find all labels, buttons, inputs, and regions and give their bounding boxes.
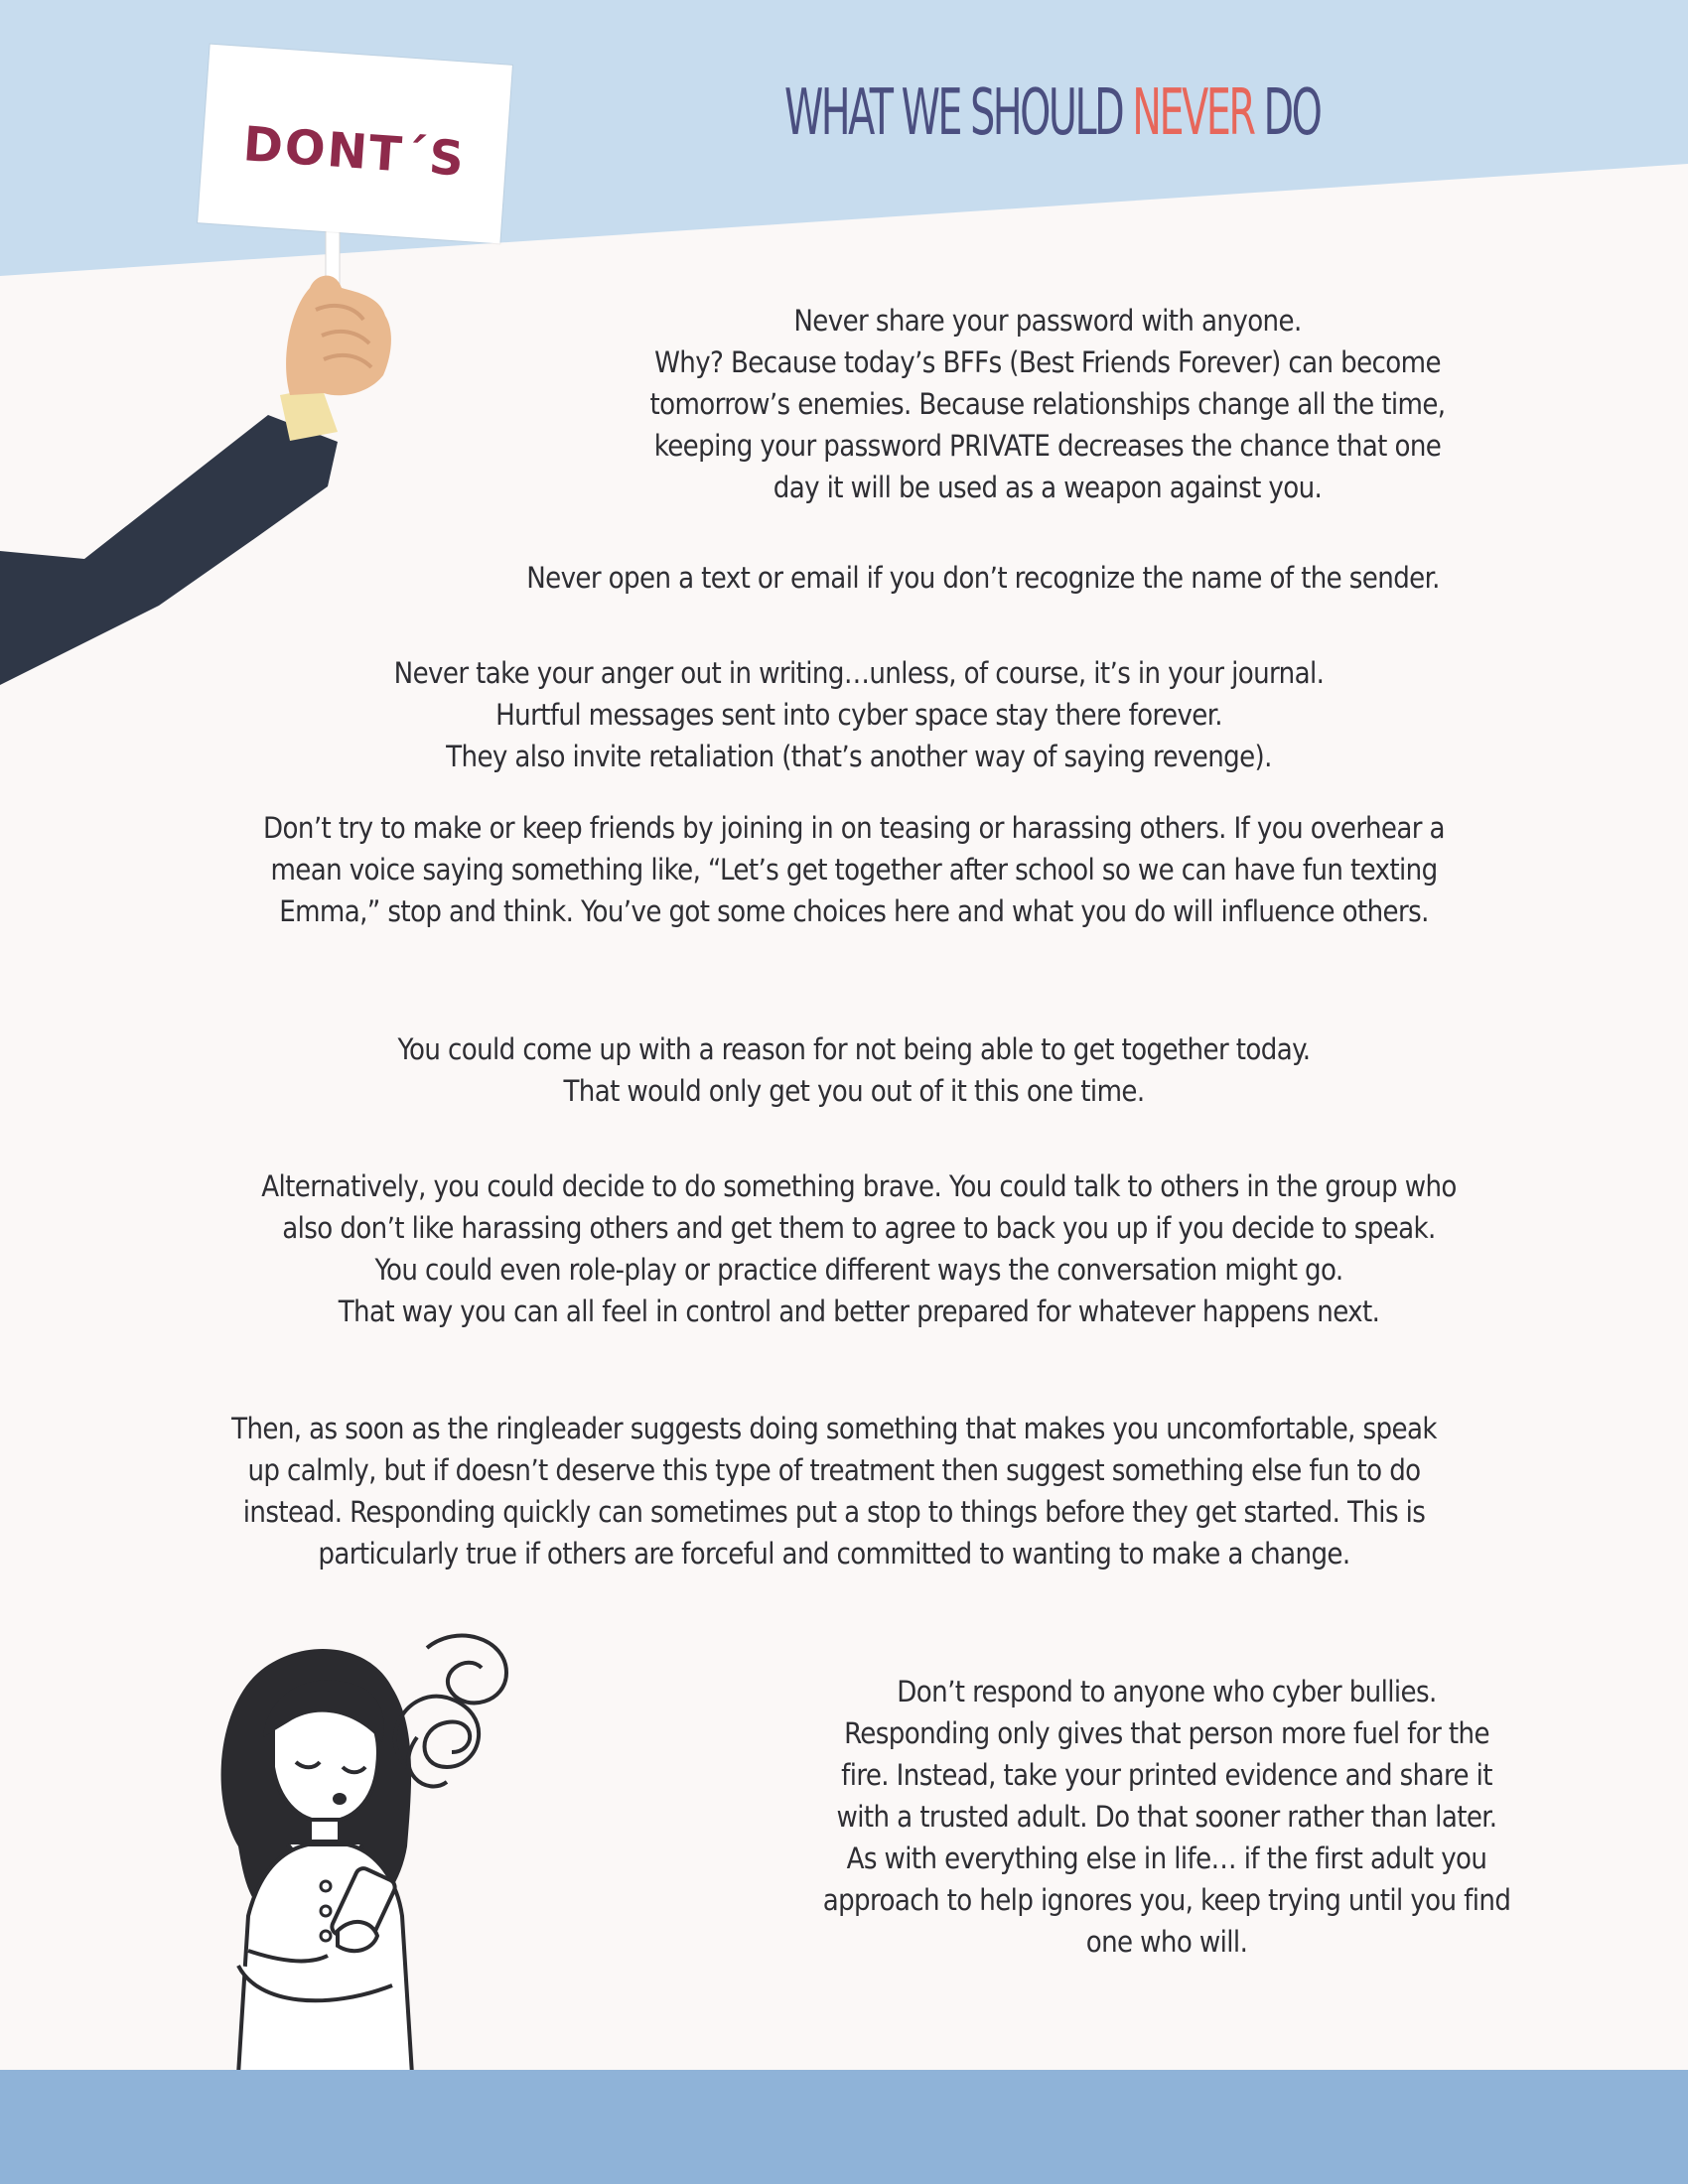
text-line: with a trusted adult. Do that sooner rather than later.	[836, 1800, 1497, 1834]
text-line: particularly true if others are forceful and committed to wanting to make a change.	[318, 1537, 1350, 1570]
text-line: one who will.	[1085, 1925, 1248, 1959]
text-line: Never open a text or email if you don’t recognize the name of the sender.	[526, 561, 1440, 595]
anger-paragraph	[248, 652, 1470, 777]
worried-girl-illustration	[179, 1618, 576, 2075]
text-line: Don’t try to make or keep friends by joining in on teasing or harassing others. If you overhear a	[263, 811, 1445, 845]
brave-paragraph	[129, 1165, 1589, 1332]
text-line: tomorrow’s enemies. Because relationships change all the time,	[649, 387, 1446, 421]
respond-paragraph	[760, 1671, 1574, 1963]
text-line: That way you can all feel in control and better prepared for whatever happens next.	[338, 1295, 1380, 1328]
text-line: keeping your password PRIVATE decreases the chance that one	[653, 429, 1442, 463]
page-title	[784, 76, 1321, 150]
text-line: You could even role-play or practice different ways the conversation might go.	[374, 1253, 1343, 1287]
text-line: Then, as soon as the ringleader suggests doing something that makes you uncomfortable, speak	[231, 1412, 1437, 1445]
text-line: Alternatively, you could decide to do something brave. You could talk to others in the group who	[261, 1169, 1457, 1203]
email-paragraph	[417, 557, 1549, 599]
text-line: Responding only gives that person more fuel for the	[844, 1716, 1489, 1750]
text-line: instead. Responding quickly can sometimes put a stop to things before they get started. This is	[242, 1495, 1426, 1529]
text-line: Emma,” stop and think. You’ve got some choices here and what you do will influence others.	[279, 894, 1429, 928]
password-paragraph	[556, 300, 1539, 508]
reason-paragraph	[278, 1028, 1430, 1112]
ringleader-paragraph	[99, 1408, 1569, 1574]
text-line: That would only get you out of it this one time.	[563, 1074, 1145, 1108]
sign-text: DONT´S	[241, 116, 468, 188]
friends-paragraph	[114, 807, 1594, 932]
text-line: They also invite retaliation (that’s another way of saying revenge).	[446, 740, 1272, 773]
title-part-3: DO	[1263, 76, 1321, 150]
title-part-1: WHAT WE SHOULD	[784, 76, 1123, 150]
arm-illustration	[0, 228, 417, 705]
footer-band	[0, 2070, 1688, 2184]
text-line: day it will be used as a weapon against you.	[773, 471, 1323, 504]
text-line: approach to help ignores you, keep trying until you find	[822, 1883, 1511, 1917]
donts-sign	[198, 45, 512, 244]
text-line: Why? Because today’s BFFs (Best Friends Forever) can become	[654, 345, 1441, 379]
text-line: Never take your anger out in writing…unless, of course, it’s in your journal.	[393, 656, 1325, 690]
text-line: Never share your password with anyone.	[793, 304, 1302, 338]
title-never-word: NEVER	[1132, 76, 1254, 150]
text-line: You could come up with a reason for not being able to get together today.	[397, 1032, 1311, 1066]
text-line: Don’t respond to anyone who cyber bullies.	[897, 1675, 1437, 1708]
text-line: mean voice saying something like, “Let’s get together after school so we can have fun texting	[270, 853, 1438, 887]
text-line: up calmly, but if doesn’t deserve this type of treatment then suggest something else fun to do	[247, 1453, 1421, 1487]
text-line: As with everything else in life… if the first adult you	[846, 1842, 1487, 1875]
text-line: also don’t like harassing others and get them to agree to back you up if you decide to speak.	[282, 1211, 1436, 1245]
text-line: fire. Instead, take your printed evidence and share it	[841, 1758, 1492, 1792]
text-line: Hurtful messages sent into cyber space stay there forever.	[495, 698, 1222, 732]
